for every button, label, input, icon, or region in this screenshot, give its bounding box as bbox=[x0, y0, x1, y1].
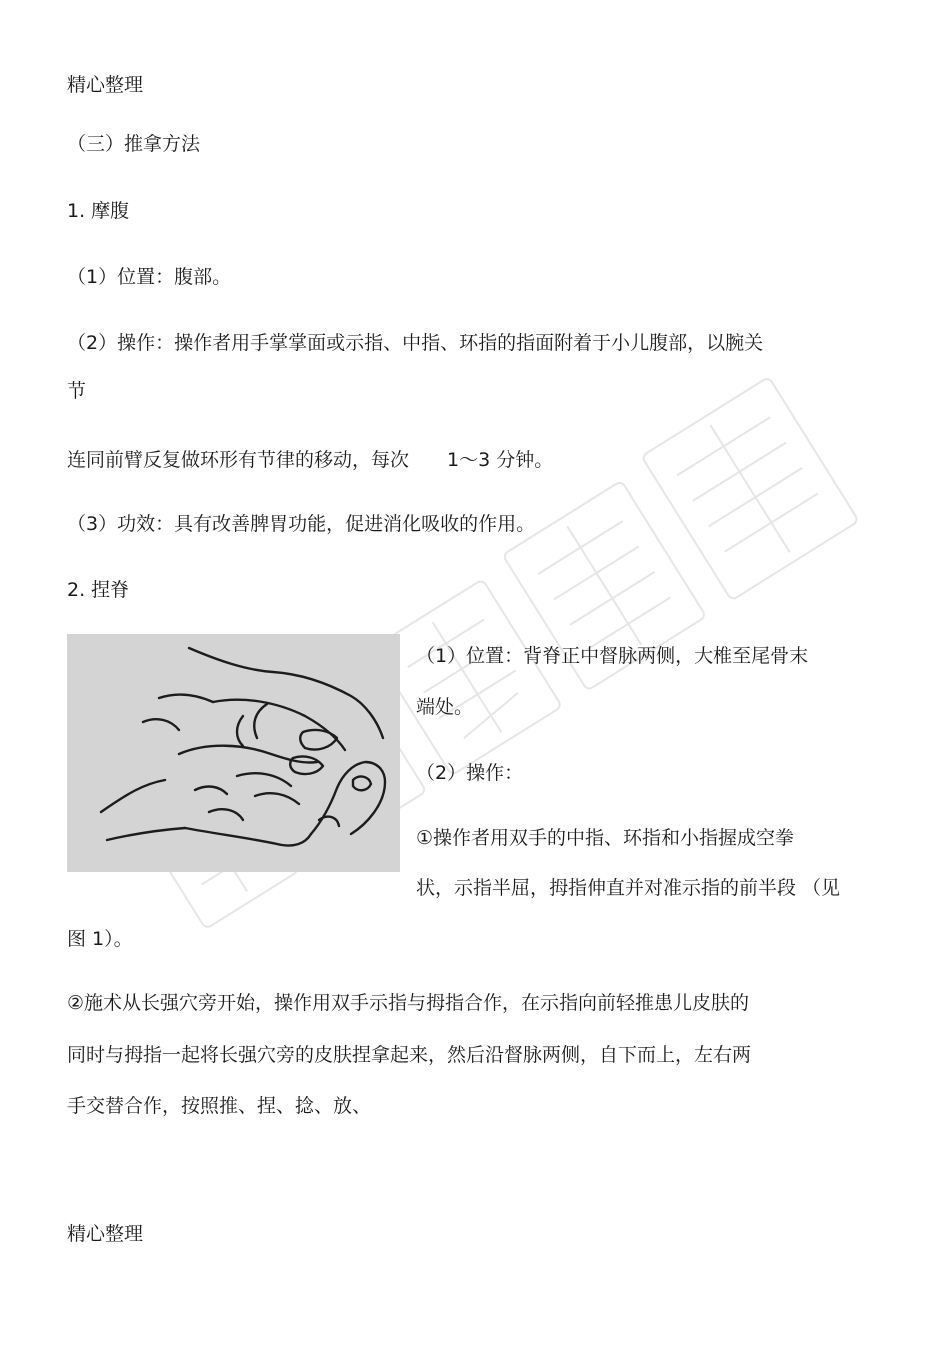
nieji-step2-line2: 同时与拇指一起将长强穴旁的皮肤捏拿起来，然后沿督脉两侧，自下而上，左右两 bbox=[67, 1044, 752, 1066]
nieji-step1-line2: 状，示指半屈，拇指伸直并对准示指的前半段 （见 bbox=[416, 877, 841, 899]
nieji-step2-line1: ②施术从长强穴旁开始，操作用双手示指与拇指合作，在示指向前轻推患儿皮肤的 bbox=[67, 992, 750, 1014]
item-title-mofu: 1. 摩腹 bbox=[67, 200, 130, 222]
nieji-step1-line1: ①操作者用双手的中指、环指和小指握成空拳 bbox=[416, 827, 795, 849]
mofu-operation-line1: （2）操作：操作者用手掌掌面或示指、中指、环指的指面附着于小儿腹部，以腕关 bbox=[67, 332, 764, 354]
mofu-effect: （3）功效：具有改善脾胃功能，促进消化吸收的作用。 bbox=[67, 513, 536, 535]
nieji-operation-title: （2）操作： bbox=[416, 762, 524, 784]
nieji-step1-line3: 图 1）。 bbox=[67, 928, 133, 950]
mofu-operation-line2: 节 bbox=[67, 380, 87, 402]
mofu-position: （1）位置：腹部。 bbox=[67, 266, 232, 288]
hand-illustration bbox=[67, 634, 400, 872]
nieji-step2-line3: 手交替合作，按照推、捏、捻、放、 bbox=[67, 1095, 372, 1117]
nieji-position-line2: 端处。 bbox=[416, 696, 474, 718]
mofu-operation-line3a: 连同前臂反复做环形有节律的移动，每次 bbox=[67, 449, 410, 471]
page-footer: 精心整理 bbox=[67, 1223, 144, 1245]
page-header: 精心整理 bbox=[67, 74, 144, 96]
nieji-position-line1: （1）位置：背脊正中督脉两侧，大椎至尾骨末 bbox=[416, 645, 809, 667]
mofu-operation-duration: 1～3 分钟。 bbox=[447, 449, 554, 471]
mofu-operation-line3 bbox=[67, 448, 553, 472]
item-title-nieji: 2. 捏脊 bbox=[67, 579, 130, 601]
section-title: （三）推拿方法 bbox=[67, 133, 201, 155]
